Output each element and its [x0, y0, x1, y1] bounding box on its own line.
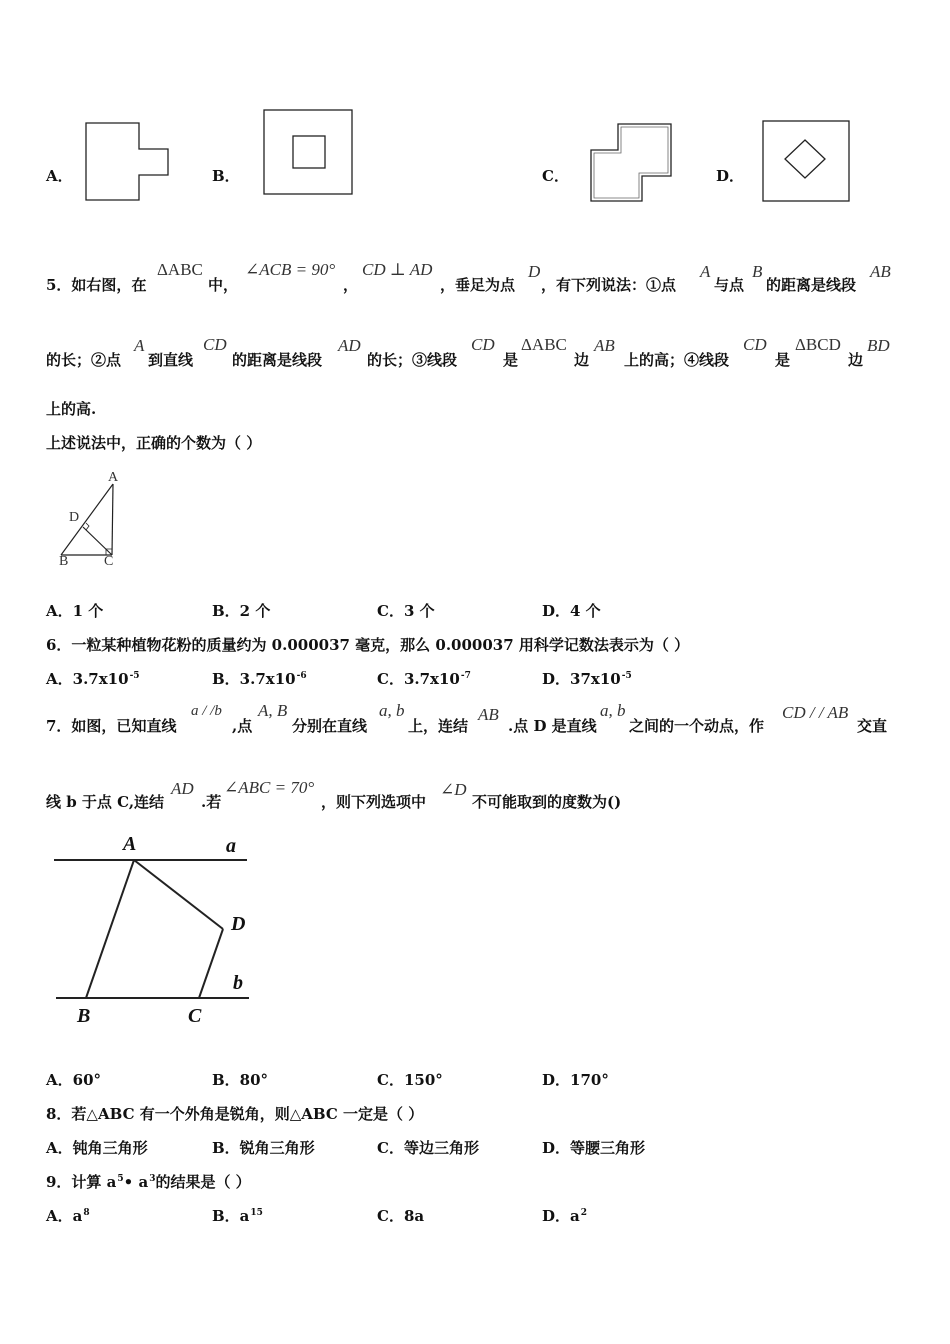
q5-math: CD ⊥ AD: [362, 260, 433, 279]
q5-option: D．4 个: [542, 602, 601, 620]
q5-text: 是: [503, 351, 519, 369]
q4-option-c-label: C．: [542, 167, 569, 185]
q4-figure-a: [85, 120, 175, 204]
q5-option: A．1 个: [46, 602, 104, 620]
q7-math: ∠ABC = 70°: [224, 778, 315, 797]
q7-option: D．170°: [542, 1071, 609, 1089]
q5-label-c: C: [104, 554, 114, 569]
q5-math: CD: [203, 335, 227, 354]
q6-option: C．$3.7x10^{-7}$: [377, 670, 471, 688]
q5-text: 的长；②点: [46, 351, 122, 369]
q5-math: CD: [471, 335, 495, 354]
q7-text: 线 b 于点 C,连结: [46, 793, 165, 811]
q7-text: 上，连结: [408, 717, 469, 735]
q5-math: AB: [870, 262, 891, 281]
q7-option: B．80°: [212, 1071, 269, 1089]
q5-math: CD: [743, 335, 767, 354]
q5-math: ΔBCD: [795, 335, 841, 354]
q5-math: ΔABC: [521, 335, 567, 354]
q6-option: D．$37x10^{-5}$: [542, 670, 632, 688]
q5-text: 5．如右图，在: [46, 276, 147, 294]
q5-math: B: [752, 262, 763, 281]
q7-math: CD / / AB: [782, 703, 849, 722]
q9-option: B．$a^{15}$: [212, 1207, 263, 1225]
q5-option: C．3 个: [377, 602, 435, 620]
q5-text: 的长；③线段: [367, 351, 458, 369]
q4-figure-d: [762, 120, 852, 204]
q5-math: A: [700, 262, 711, 281]
q5-question: 上述说法中，正确的个数为（ ）: [46, 434, 262, 452]
q5-label-d: D: [69, 510, 80, 525]
q5-text: ，: [343, 276, 359, 294]
q8-option: A．钝角三角形: [46, 1139, 148, 1157]
q7-math: AB: [478, 705, 499, 724]
q8-option: C．等边三角形: [377, 1139, 479, 1157]
q7-math: AD: [171, 779, 194, 798]
q7-text: .若: [201, 793, 222, 811]
q9-text: 9．计算 $a^5•$ $a^3$的结果是（ ）: [46, 1173, 251, 1191]
q7-text: 分别在直线: [292, 717, 368, 735]
q7-label-line-a: a: [226, 835, 236, 857]
q7-math: a / /b: [191, 703, 222, 719]
q9-option: A．$a^8$: [46, 1207, 90, 1225]
q7-text: 7．如图，已知直线: [46, 717, 177, 735]
q7-math: a, b: [379, 701, 405, 720]
q7-text: .点 D 是直线: [508, 717, 597, 735]
q7-label-b-point: B: [77, 1005, 91, 1027]
q5-text: 与点: [714, 276, 745, 294]
q5-figure: [50, 472, 130, 572]
q7-text: ，则下列选项中: [321, 793, 427, 811]
q5-text: 是: [775, 351, 791, 369]
q8-option: D．等腰三角形: [542, 1139, 646, 1157]
q7-text: 交直: [857, 717, 888, 735]
q7-option: A．60°: [46, 1071, 102, 1089]
q5-text: ，垂足为点: [440, 276, 516, 294]
q4-option-a-label: A．: [46, 167, 73, 185]
q5-math: BD: [867, 336, 890, 355]
q7-text: 不可能取到的度数为(): [472, 793, 622, 811]
q8-option: B．锐角三角形: [212, 1139, 315, 1157]
q4-figure-b: [263, 108, 355, 198]
q5-option: B．2 个: [212, 602, 271, 620]
q5-math: AD: [338, 336, 361, 355]
q5-text: ，有下列说法：①点: [541, 276, 677, 294]
q7-figure: [50, 835, 260, 1035]
q5-text: 的距离是线段: [766, 276, 857, 294]
q5-text: 上的高；④线段: [624, 351, 730, 369]
q5-text: 边: [574, 351, 590, 369]
q7-math: A, B: [258, 701, 288, 720]
q5-label-b: B: [59, 554, 69, 569]
q4-option-d-label: D．: [716, 167, 745, 185]
q5-text: 的距离是线段: [232, 351, 323, 369]
q5-text: 中，: [208, 276, 239, 294]
q7-math: ∠D: [440, 780, 467, 799]
q7-label-line-b: b: [233, 972, 243, 994]
q5-text: 到直线: [148, 351, 194, 369]
q5-math: ΔABC: [157, 260, 203, 279]
q6-text: 6．一粒某种植物花粉的质量约为 0.000037 毫克，那么 0.000037 用科学记数法表示为（ ）: [46, 636, 690, 654]
q7-text: 之间的一个动点，作: [629, 717, 765, 735]
q7-math: a, b: [600, 701, 626, 720]
q6-option: A．$3.7x10^{-5}$: [46, 670, 140, 688]
q7-option: C．150°: [377, 1071, 443, 1089]
q5-label-a: A: [108, 470, 119, 485]
q5-math: AB: [594, 336, 615, 355]
q8-text: 8．若△ABC 有一个外角是锐角，则△ABC 一定是（ ）: [46, 1105, 424, 1123]
q7-label-a-point: A: [123, 833, 137, 855]
q7-text: ,点: [232, 717, 253, 735]
q4-figure-c: [588, 121, 676, 207]
q9-option: C．8a: [377, 1207, 425, 1225]
q5-text: 上的高.: [46, 400, 97, 418]
q9-option: D．$a^2$: [542, 1207, 587, 1225]
q7-label-c: C: [188, 1005, 202, 1027]
q5-math: D: [528, 262, 541, 281]
q5-math: ∠ACB = 90°: [245, 260, 336, 279]
q6-option: B．$3.7x10^{-6}$: [212, 670, 307, 688]
q7-label-d: D: [231, 913, 246, 935]
q4-option-b-label: B．: [212, 167, 240, 185]
q5-math: A: [134, 336, 145, 355]
q5-text: 边: [848, 351, 864, 369]
